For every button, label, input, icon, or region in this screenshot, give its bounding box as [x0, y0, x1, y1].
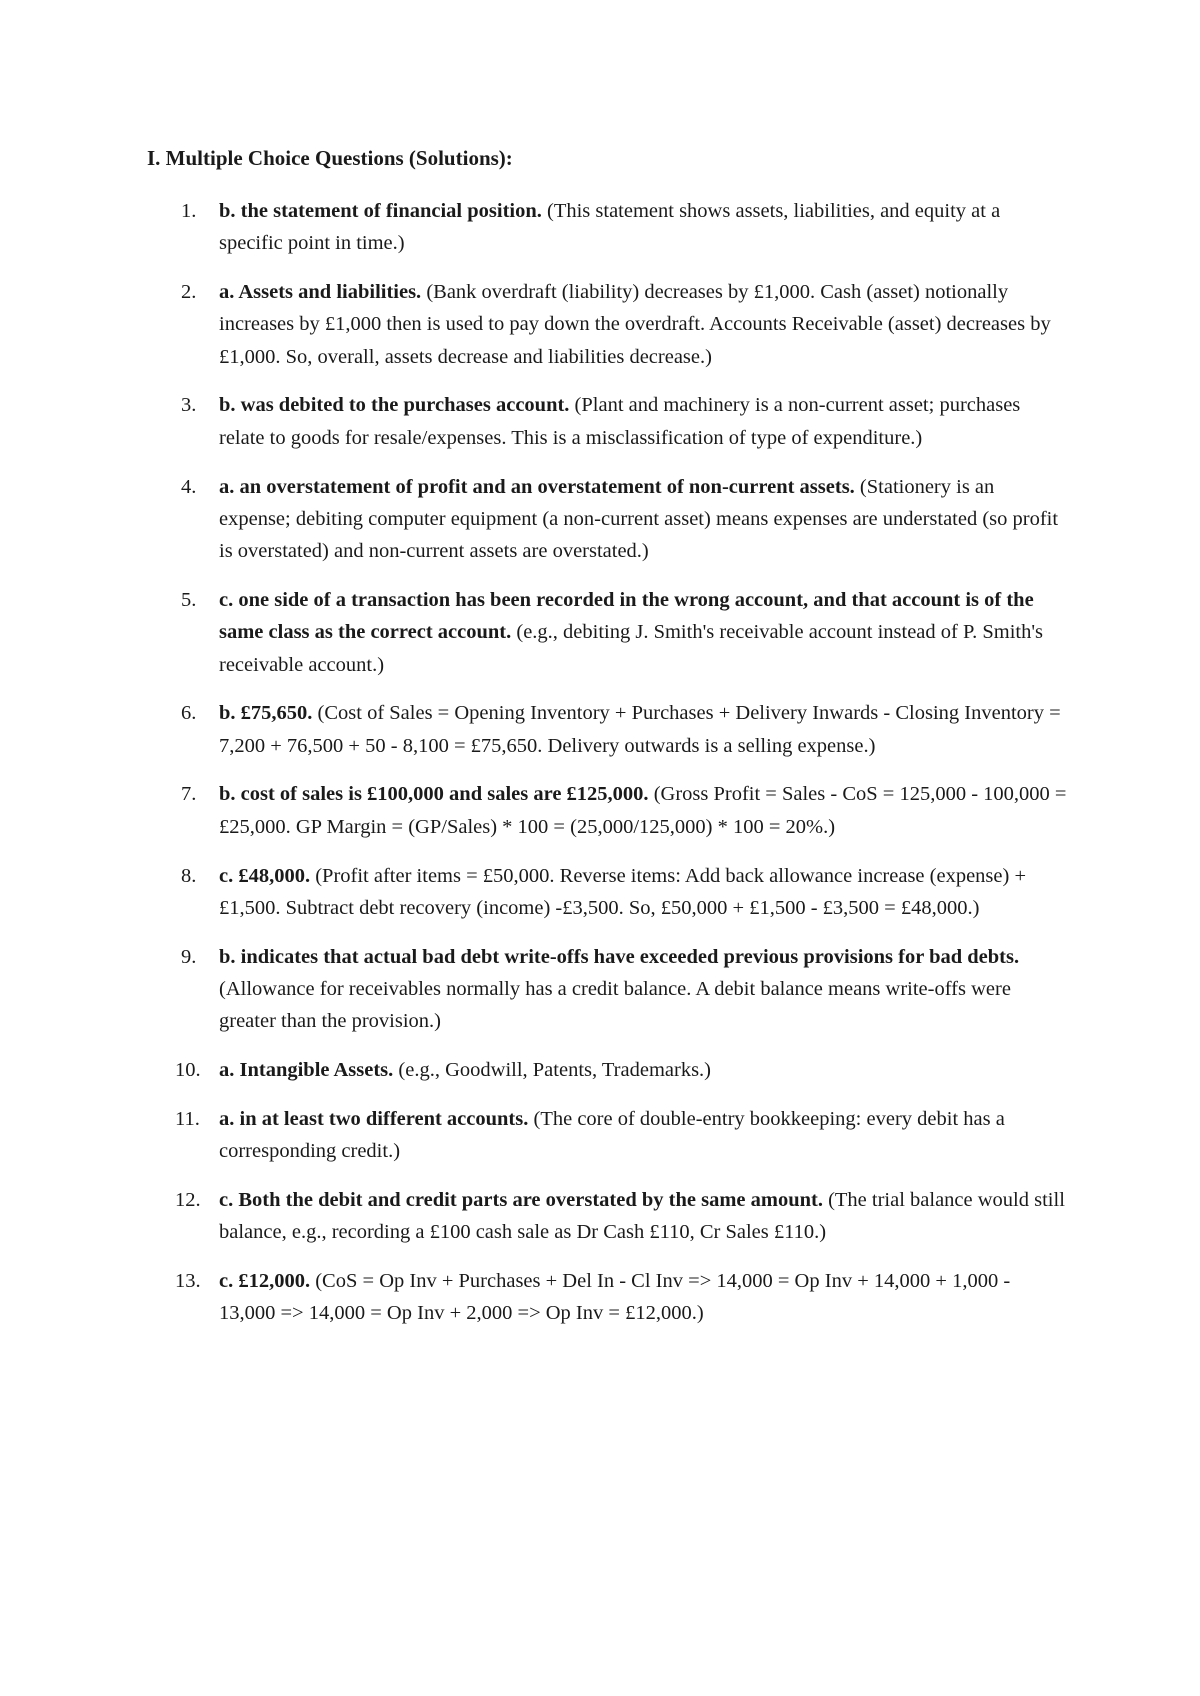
item-number: 4. [181, 475, 197, 498]
explanation-text: (Stationery is an expense; debiting computer equipment (a non-current asset) means expenses are understated (so profit is overstated) and non-current assets are overstated.) [219, 475, 1059, 563]
answer-text: b. the statement of financial position. [219, 200, 542, 222]
explanation-text: (Gross Profit = Sales - CoS = 125,000 - 100,000 = £25,000. GP Margin = (GP/Sales) * 100 = (25,000/125,000) * 100 = 20%.) [219, 783, 1067, 838]
answer-text: a. an overstatement of profit and an overstatement of non-current assets. [219, 475, 855, 498]
item-number: 6. [181, 702, 197, 725]
explanation-text: (The trial balance would still balance, e.g., recording a £100 cash sale as Dr Cash £110, Cr Sales £110.) [219, 1188, 1065, 1244]
explanation-text: (This statement shows assets, liabilities, and equity at a specific point in time.) [219, 200, 1001, 255]
solutions-list [147, 195, 1067, 1346]
list-item [147, 584, 1067, 681]
answer-text: a. Assets and liabilities. [219, 281, 422, 304]
explanation-text: (Cost of Sales = Opening Inventory + Purchases + Delivery Inwards - Closing Inventory = 7,200 + 76,500 + 50 - 8,100 = £75,650. Delivery outwards is a selling expense.) [219, 702, 1061, 757]
list-item [147, 697, 1067, 762]
list-item [147, 389, 1067, 454]
explanation-text: (Plant and machinery is a non-current asset; purchases relate to goods for resale/expenses. This is a misclassification of type of expenditure.) [219, 394, 1021, 449]
list-item [147, 1265, 1067, 1330]
list-item [147, 471, 1067, 568]
list-item [147, 860, 1067, 925]
item-number: 9. [181, 945, 197, 968]
item-number: 7. [181, 783, 197, 806]
answer-text: c. £12,000. [219, 1270, 311, 1293]
answer-text: a. Intangible Assets. [219, 1059, 394, 1082]
list-item [147, 778, 1067, 843]
explanation-text: (The core of double-entry bookkeeping: every debit has a corresponding credit.) [219, 1107, 1005, 1163]
list-item [147, 1184, 1067, 1249]
item-number: 12. [175, 1188, 201, 1211]
answer-text: c. £48,000. [219, 864, 311, 887]
item-number: 1. [181, 200, 197, 222]
item-number: 5. [181, 588, 197, 611]
answer-text: c. Both the debit and credit parts are overstated by the same amount. [219, 1188, 823, 1211]
item-number: 11. [175, 1107, 200, 1130]
list-item [147, 1054, 1067, 1086]
list-item [147, 1103, 1067, 1168]
list-item [147, 276, 1067, 373]
list-item [147, 195, 1067, 260]
item-number: 10. [175, 1059, 201, 1082]
explanation-text: (Allowance for receivables normally has a credit balance. A debit balance means write-offs were greater than the provision.) [219, 977, 1011, 1033]
explanation-text: (Profit after items = £50,000. Reverse items: Add back allowance increase (expense) +£1,500. Subtract debt recovery (income) -£3,500. So, £50,000 + £1,500 - £3,500 = £48,000.) [219, 864, 1027, 919]
item-number: 8. [181, 864, 197, 887]
answer-text: a. in at least two different accounts. [219, 1107, 529, 1130]
answer-text: b. £75,650. [219, 702, 313, 725]
explanation-text: (CoS = Op Inv + Purchases + Del In - Cl Inv => 14,000 = Op Inv + 14,000 + 1,000 - 13,000 => 14,000 = Op Inv + 2,000 => Op Inv = £12,000.) [219, 1270, 1011, 1325]
section-heading: I. Multiple Choice Questions (Solutions): [147, 146, 513, 170]
answer-text: b. indicates that actual bad debt write-offs have exceeded previous provisions for bad debts. [219, 945, 1020, 968]
explanation-text: (Bank overdraft (liability) decreases by £1,000. Cash (asset) notionally increases by £1,000 then is used to pay down the overdraft. Accounts Receivable (asset) decreases by £1,000. So, overall, assets decrease and liabilities decrease.) [219, 281, 1051, 368]
item-number: 2. [181, 281, 197, 304]
item-number: 3. [181, 394, 197, 417]
item-number: 13. [175, 1270, 201, 1293]
list-item [147, 941, 1067, 1038]
explanation-text: (e.g., debiting J. Smith's receivable account instead of P. Smith's receivable account.) [219, 621, 1044, 676]
answer-text: b. was debited to the purchases account. [219, 394, 570, 417]
answer-text: c. one side of a transaction has been recorded in the wrong account, and that account is of the same class as the correct account. [219, 588, 1034, 644]
answer-text: b. cost of sales is £100,000 and sales are £125,000. [219, 783, 649, 806]
explanation-text: (e.g., Goodwill, Patents, Trademarks.) [393, 1059, 712, 1082]
